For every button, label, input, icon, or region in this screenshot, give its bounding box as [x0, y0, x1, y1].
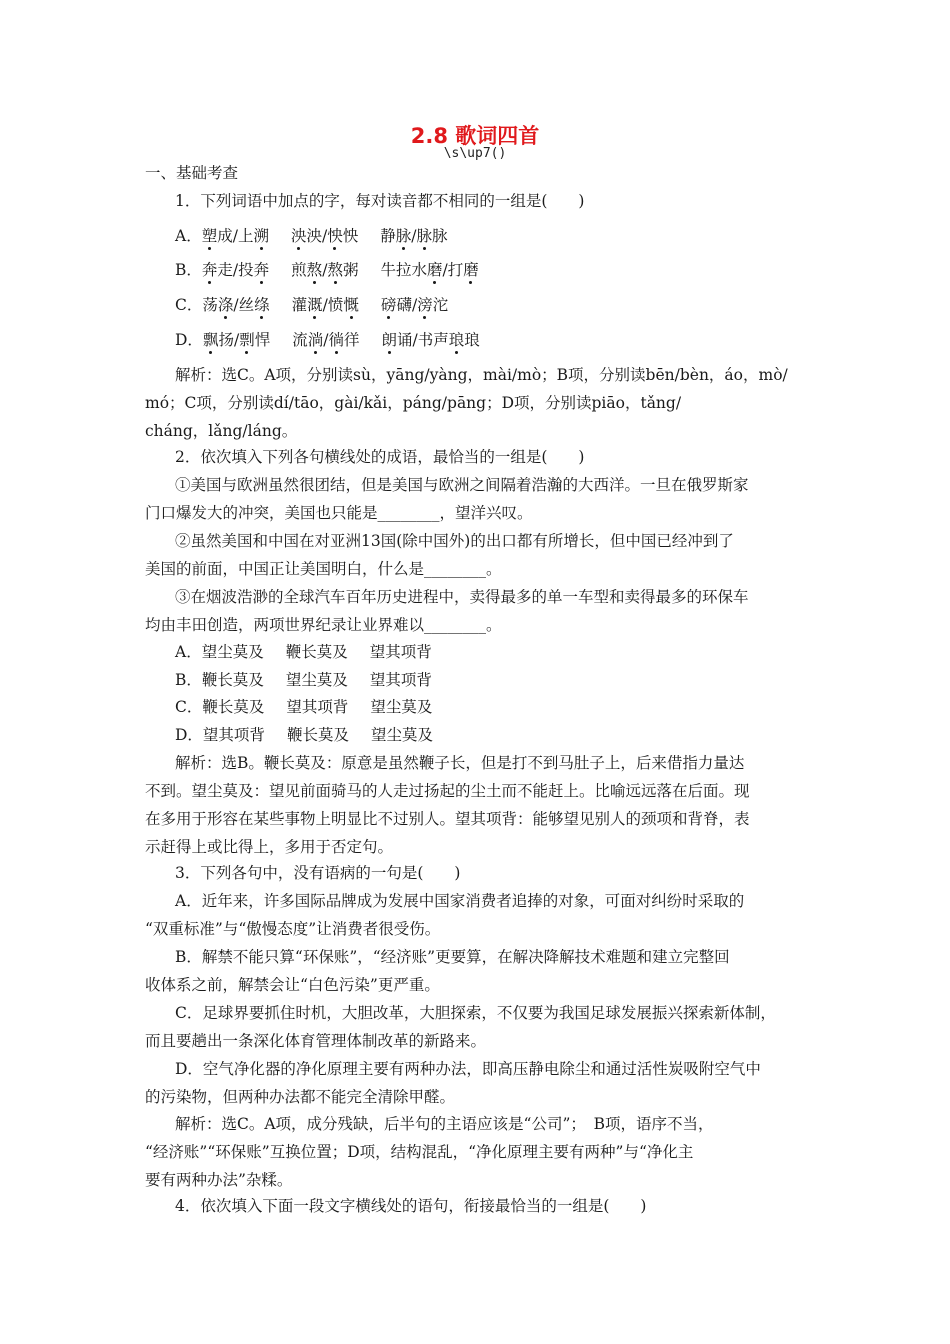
q1-answer-line-2: mó；C项，分别读dí/tāo，gài/kǎi，páng/pāng；D项，分别读piāo，tǎng/ [145, 394, 682, 412]
q1-a-1: A．塑成/上溯 [175, 227, 269, 245]
q2-sentence-line: ③在烟波浩渺的全球汽车百年历史进程中，卖得最多的单一车型和卖得最多的环保车 [175, 588, 749, 606]
q2-answer-line: 示赶得上或比得上，多用于否定句。 [145, 838, 394, 856]
q1-c-3: 磅礴/滂沱 [380, 296, 449, 314]
q2-option-part: B．鞭长莫及 [175, 671, 264, 689]
q3-answer-line: 要有两种办法”杂糅。 [145, 1171, 293, 1189]
q2-option-part: C．鞭长莫及 [175, 698, 265, 716]
q3-option-line: C．足球界要抓住时机，大胆改革，大胆探索，不仅要为我国足球发展振兴探索新体制， [175, 1004, 776, 1022]
section-heading: 一、基础考查 [145, 164, 239, 182]
q2-option-part: 望尘莫及 [285, 671, 348, 689]
q2-option-part: 望尘莫及 [370, 726, 433, 744]
q1-a-2: 泱泱/怏怏 [290, 227, 359, 245]
q2-option-part: A．望尘莫及 [175, 643, 264, 661]
q1-option-a [175, 225, 470, 247]
q3-stem: 3．下列各句中，没有语病的一句是( ) [175, 864, 461, 882]
q1-b-1: B．奔走/投奔 [175, 261, 270, 279]
q1-option-c [175, 294, 470, 316]
q1-c-2: 灌溉/愤慨 [291, 296, 359, 314]
q2-option-b [175, 669, 454, 691]
q2-sentence-line: 门口爆发大的冲突，美国也只能是________，望洋兴叹。 [145, 504, 533, 522]
q3-option-line: A．近年来，许多国际品牌成为发展中国家消费者追捧的对象，可面对纠纷时采取的 [175, 892, 745, 910]
q2-stem: 2．依次填入下列各句横线处的成语，最恰当的一组是( ) [175, 448, 585, 466]
q1-answer-line-1: 解析：选C。A项，分别读sù，yāng/yàng，mài/mò；B项，分别读bēn/bèn，áo，mò/ [175, 366, 788, 384]
q1-answer-line-3: cháng，lǎng/láng。 [145, 422, 298, 440]
q1-c-1: C．荡涤/丝绦 [175, 296, 270, 314]
q2-option-c [175, 696, 454, 718]
q2-option-part: 望其项背 [286, 698, 349, 716]
q1-b-2: 煎熬/熬粥 [291, 261, 359, 279]
q3-option-line: 而且要趟出一条深化体育管理体制改革的新路来。 [145, 1032, 487, 1050]
q2-option-part: 望尘莫及 [370, 698, 433, 716]
q3-option-line: 收体系之前，解禁会让“白色污染”更严重。 [145, 976, 440, 994]
q1-stem: 1．下列词语中加点的字，每对读音都不相同的一组是( ) [175, 192, 585, 210]
q2-option-part: 鞭长莫及 [285, 643, 348, 661]
q1-a-3: 静脉/脉脉 [380, 227, 448, 245]
q2-answer-line: 在多用于形容在某些事物上明显比不过别人。望其项背：能够望见别人的颈项和背脊，表 [145, 810, 750, 828]
q3-option-line: D．空气净化器的净化原理主要有两种办法，即高压静电除尘和通过活性炭吸附空气中 [175, 1060, 761, 1078]
q2-option-d [175, 724, 455, 746]
q2-option-part: 望其项背 [369, 671, 432, 689]
q3-option-line: 的污染物，但两种办法都不能完全清除甲醛。 [145, 1088, 456, 1106]
q3-answer-line: “经济账”“环保账”互换位置；D项，结构混乱，“净化原理主要有两种”与“净化主 [145, 1143, 694, 1161]
q1-d-2: 流淌/徜徉 [292, 331, 360, 349]
q2-answer-line: 不到。望尘莫及：望见前面骑马的人走过扬起的尘土而不能赶上。比喻远远落在后面。现 [145, 782, 750, 800]
q1-b-3: 牛拉水磨/打磨 [380, 261, 479, 279]
q2-sentence-line: 美国的前面，中国正让美国明白，什么是________。 [145, 560, 502, 578]
q2-sentence-line: 均由丰田创造，两项世界纪录让业界难以________。 [145, 616, 502, 634]
q2-option-part: D．望其项背 [175, 726, 265, 744]
q1-option-d [175, 329, 502, 351]
q1-d-3: 朗诵/书声琅琅 [381, 331, 480, 349]
q3-option-line: B．解禁不能只算“环保账”，“经济账”更要算，在解决降解技术难题和建立完整回 [175, 948, 730, 966]
q2-option-a [175, 641, 454, 663]
q3-answer-line: 解析：选C。A项，成分残缺，后半句的主语应该是“公司”； B项，语序不当， [175, 1115, 714, 1133]
page-title: 2.8 歌词四首 [410, 124, 540, 148]
q2-option-part: 鞭长莫及 [286, 726, 349, 744]
field-code-text: \s\up7() [443, 146, 507, 161]
q2-sentence-line: ①美国与欧洲虽然很团结，但是美国与欧洲之间隔着浩瀚的大西洋。一旦在俄罗斯家 [175, 476, 749, 494]
q2-sentence-line: ②虽然美国和中国在对亚洲13国(除中国外)的出口都有所增长，但中国已经冲到了 [175, 532, 734, 550]
q3-option-line: “双重标准”与“傲慢态度”让消费者很受伤。 [145, 920, 441, 938]
q1-d-1: D．飘扬/剽悍 [175, 331, 271, 349]
q2-option-part: 望其项背 [369, 643, 432, 661]
q4-stem: 4．依次填入下面一段文字横线处的语句，衔接最恰当的一组是( ) [175, 1197, 647, 1215]
q2-answer-line: 解析：选B。鞭长莫及：原意是虽然鞭子长，但是打不到马肚子上，后来借指力量达 [175, 754, 745, 772]
q1-option-b [175, 259, 501, 281]
